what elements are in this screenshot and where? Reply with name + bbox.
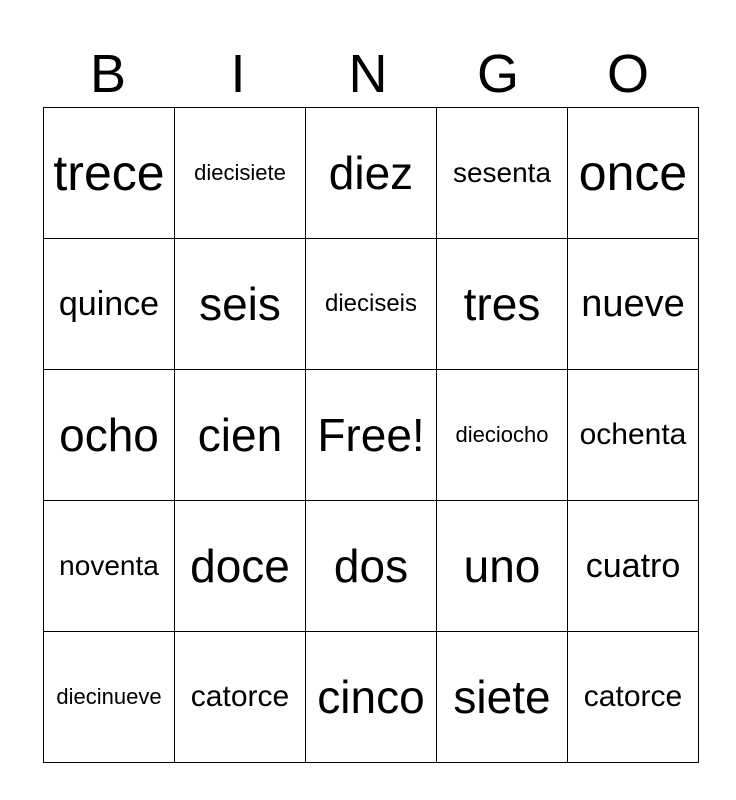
bingo-cell: once: [568, 108, 699, 239]
header-letter-o: O: [606, 44, 649, 104]
bingo-cell: catorce: [175, 632, 306, 763]
bingo-cell: quince: [44, 239, 175, 370]
bingo-cell: sesenta: [437, 108, 568, 239]
bingo-cell: diez: [306, 108, 437, 239]
bingo-cell: uno: [437, 501, 568, 632]
header-letter-b: B: [89, 44, 127, 104]
bingo-cell: diecinueve: [44, 632, 175, 763]
bingo-row-4: [44, 501, 699, 632]
bingo-cell: trece: [44, 108, 175, 239]
bingo-card-grid: [43, 107, 699, 763]
bingo-cell: siete: [437, 632, 568, 763]
bingo-header: [43, 40, 693, 108]
header-letter-n: N: [348, 44, 388, 104]
bingo-cell: dos: [306, 501, 437, 632]
bingo-cell: cien: [175, 370, 306, 501]
bingo-cell-free: Free!: [306, 370, 437, 501]
bingo-row-3: [44, 370, 699, 501]
bingo-cell: seis: [175, 239, 306, 370]
bingo-cell: ochenta: [568, 370, 699, 501]
bingo-cell: dieciocho: [437, 370, 568, 501]
bingo-cell: cuatro: [568, 501, 699, 632]
bingo-cell: catorce: [568, 632, 699, 763]
bingo-row-2: [44, 239, 699, 370]
bingo-cell: noventa: [44, 501, 175, 632]
header-letter-g: G: [476, 44, 519, 104]
bingo-cell: ocho: [44, 370, 175, 501]
bingo-cell: tres: [437, 239, 568, 370]
bingo-cell: nueve: [568, 239, 699, 370]
header-letter-i: I: [230, 44, 246, 104]
bingo-cell: dieciseis: [306, 239, 437, 370]
bingo-row-1: [44, 108, 699, 239]
bingo-cell: diecisiete: [175, 108, 306, 239]
bingo-cell: doce: [175, 501, 306, 632]
bingo-row-5: [44, 632, 699, 763]
bingo-cell: cinco: [306, 632, 437, 763]
